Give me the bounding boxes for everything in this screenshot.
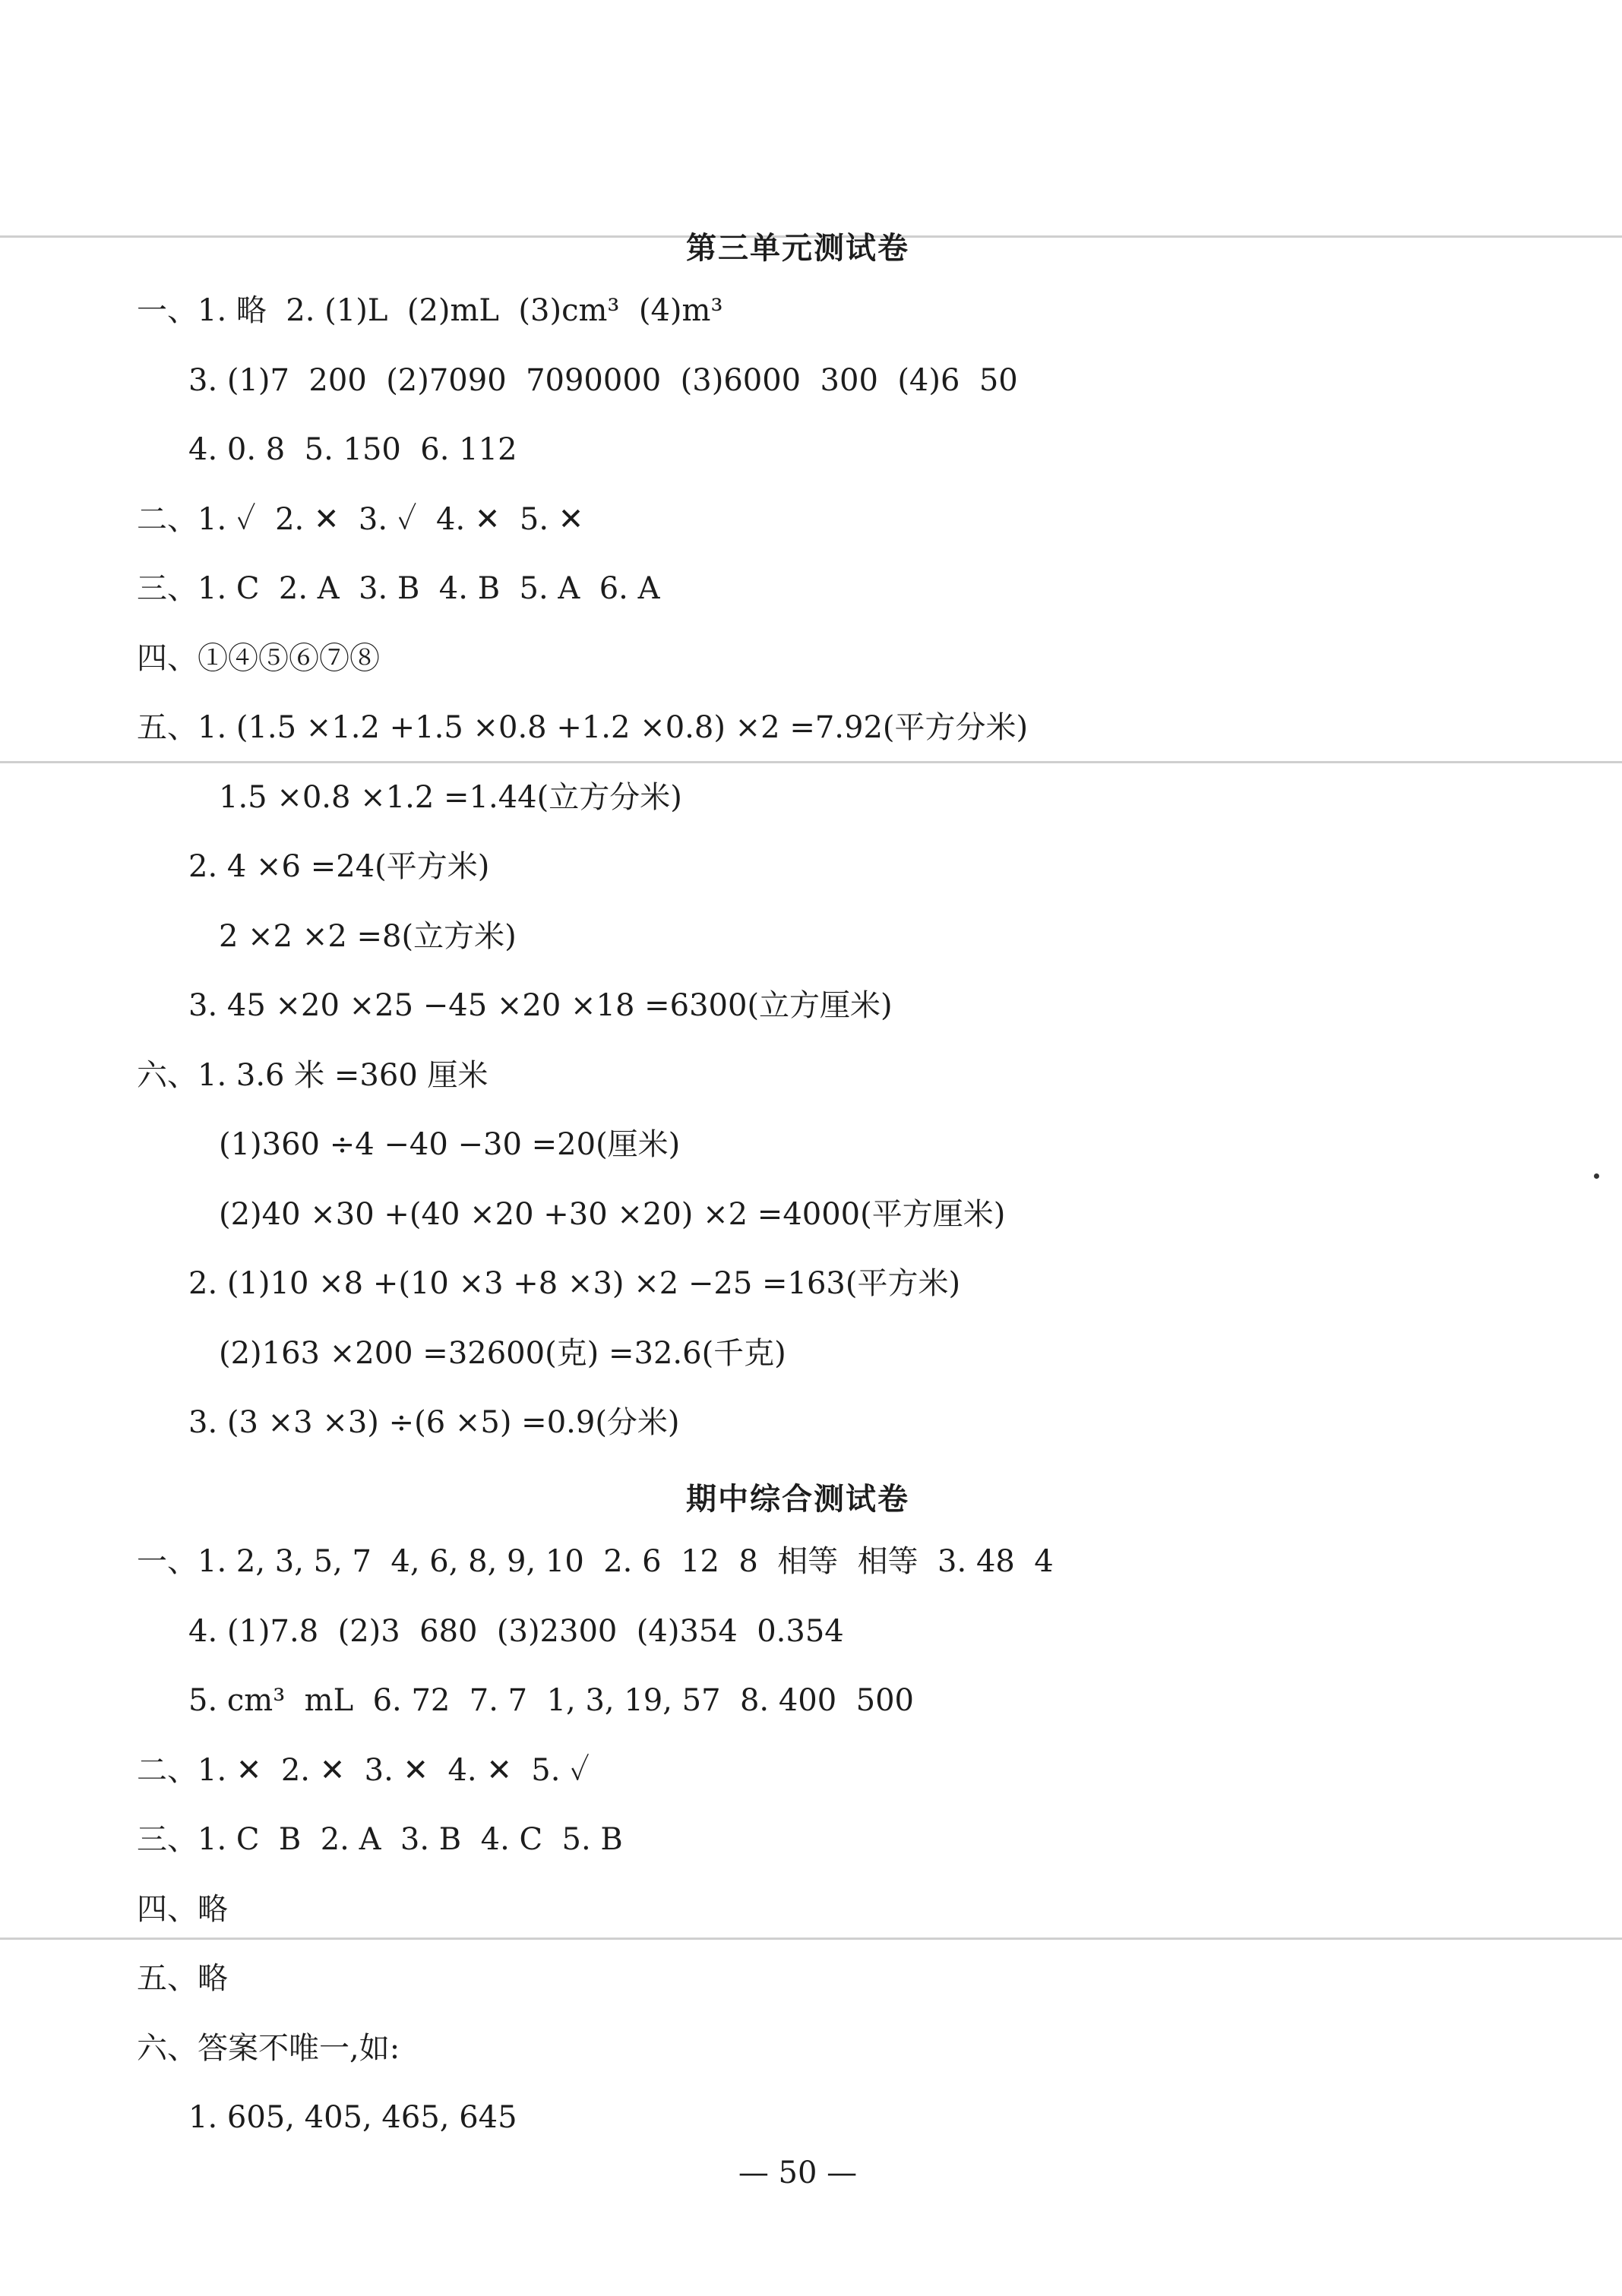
answer-line: 二、1. ✕ 2. ✕ 3. ✕ 4. ✕ 5. ✓ [137,1753,590,1788]
answer-line: 一、1. 2, 3, 5, 7 4, 6, 8, 9, 10 2. 6 12 8 相等 相等 3. 48 4 [137,1544,1054,1579]
page-number: — 50 — [738,2155,858,2190]
answer-line: 三、1. C B 2. A 3. B 4. C 5. B [137,1822,623,1857]
answer-line: (2)40 ×30 +(40 ×20 +30 ×20) ×2 =4000(平方厘米) [219,1197,1006,1232]
answer-line: 1.5 ×0.8 ×1.2 =1.44(立方分米) [219,780,682,815]
answer-line: 2 ×2 ×2 =8(立方米) [219,919,517,954]
answer-line: 3. (3 ×3 ×3) ÷(6 ×5) =0.9(分米) [188,1405,680,1440]
answer-line: 4. (1)7.8 (2)3 680 (3)2300 (4)354 0.354 [188,1614,844,1649]
answer-line: 六、1. 3.6 米 =360 厘米 [137,1058,488,1093]
answer-line: 二、1. ✓ 2. ✕ 3. ✓ 4. ✕ 5. ✕ [137,502,584,537]
answer-line: 2. (1)10 ×8 +(10 ×3 +8 ×3) ×2 −25 =163(平方米) [188,1266,961,1301]
answer-line: 三、1. C 2. A 3. B 4. B 5. A 6. A [137,571,660,606]
answer-line: 四、①④⑤⑥⑦⑧ [137,641,380,676]
answer-line: 六、答案不唯一,如: [137,2031,400,2066]
answer-line: 一、1. 略 2. (1)L (2)mL (3)cm³ (4)m³ [137,293,723,328]
answer-line: 2. 4 ×6 =24(平方米) [188,849,490,884]
answer-line: 5. cm³ mL 6. 72 7. 7 1, 3, 19, 57 8. 400 500 [188,1683,914,1718]
answer-line: 3. 45 ×20 ×25 −45 ×20 ×18 =6300(立方厘米) [188,988,893,1023]
answer-line: 四、略 [137,1892,228,1927]
section-title-midterm-test: 期中综合测试卷 [686,1482,909,1517]
answer-line: 五、略 [137,1961,228,1996]
answer-line: 1. 605, 405, 465, 645 [188,2100,517,2135]
scan-fold-line-middle [0,761,1622,763]
scan-fold-line-bottom [0,1938,1622,1940]
section-title-unit3-test: 第三单元测试卷 [686,231,909,266]
answer-line: (1)360 ÷4 −40 −30 =20(厘米) [219,1127,681,1162]
answer-line: 3. (1)7 200 (2)7090 7090000 (3)6000 300 (4)6 50 [188,363,1018,398]
answer-line: (2)163 ×200 =32600(克) =32.6(千克) [219,1336,786,1371]
answer-line: 五、1. (1.5 ×1.2 +1.5 ×0.8 +1.2 ×0.8) ×2 =7.92(平方分米) [137,710,1029,745]
scan-speck [1594,1173,1599,1179]
answer-line: 4. 0. 8 5. 150 6. 112 [188,432,517,467]
